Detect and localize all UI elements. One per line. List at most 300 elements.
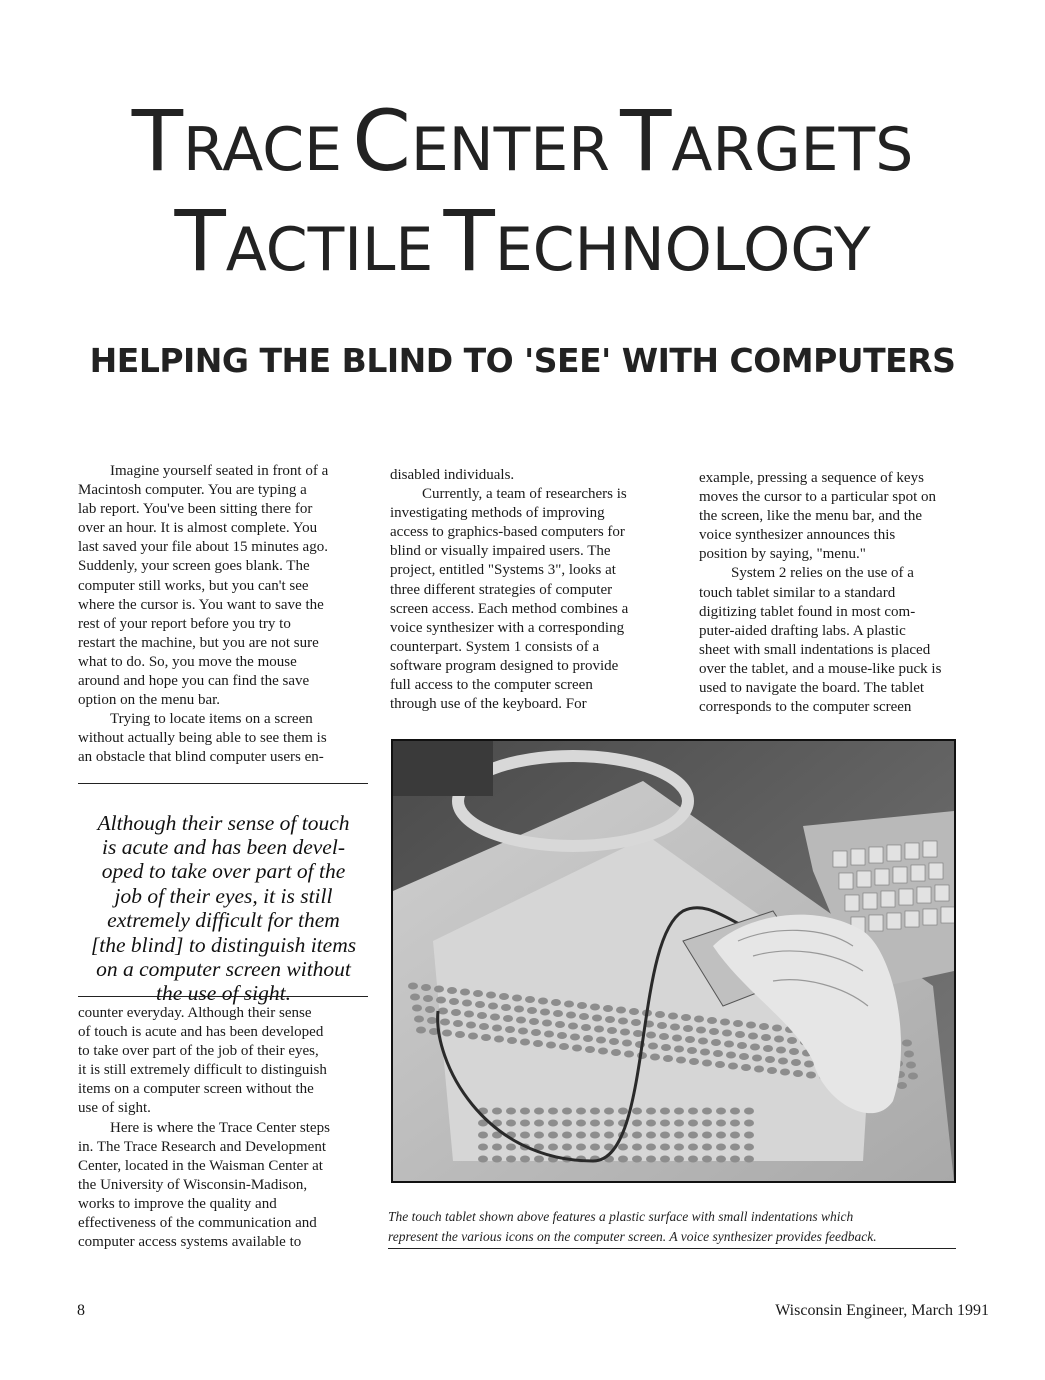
indentation-dot bbox=[774, 1036, 784, 1043]
text-line: computer access systems available to bbox=[78, 1234, 302, 1251]
headline-word bbox=[174, 192, 434, 290]
indentation-dot bbox=[804, 1061, 814, 1068]
text-line: of touch is acute and has been developed bbox=[78, 1024, 324, 1041]
keyboard-key bbox=[923, 909, 937, 925]
text-line: where the cursor is. You want to save the bbox=[78, 596, 324, 613]
indentation-dot bbox=[598, 1048, 608, 1055]
indentation-dot bbox=[520, 1039, 530, 1046]
text-line: Imagine yourself seated in front of a bbox=[110, 463, 329, 479]
paragraph bbox=[78, 811, 369, 1006]
indentation-dot bbox=[520, 1156, 530, 1163]
indentation-dot bbox=[576, 1144, 586, 1151]
indentation-dot bbox=[767, 1067, 777, 1074]
keyboard-key bbox=[917, 887, 931, 903]
indentation-dot bbox=[590, 1120, 600, 1127]
indentation-dot bbox=[577, 1002, 587, 1009]
indentation-dot bbox=[661, 1044, 671, 1051]
indentation-dot bbox=[631, 1019, 641, 1026]
indentation-dot bbox=[744, 1120, 754, 1127]
indentation-dot bbox=[581, 1024, 591, 1031]
text-line: counter everyday. Although their sense bbox=[78, 1005, 312, 1021]
indentation-dot bbox=[761, 1034, 771, 1041]
indentation-dot bbox=[594, 1026, 604, 1033]
text-line: option on the menu bar. bbox=[78, 692, 221, 709]
indentation-dot bbox=[908, 1073, 918, 1080]
indentation-dot bbox=[434, 986, 444, 993]
paragraph bbox=[699, 564, 981, 717]
indentation-dot bbox=[607, 1027, 617, 1034]
indentation-dot bbox=[562, 1132, 572, 1139]
indentation-dot bbox=[421, 984, 431, 991]
pull-quote-bottom-rule bbox=[78, 996, 368, 997]
indentation-dot bbox=[427, 1017, 437, 1024]
indentation-dot bbox=[464, 1011, 474, 1018]
text-line: sheet with small indentations is placed bbox=[699, 641, 931, 658]
indentation-dot bbox=[478, 1132, 488, 1139]
indentation-dot bbox=[611, 1049, 621, 1056]
indentation-dot bbox=[503, 1015, 513, 1022]
paragraph bbox=[388, 1207, 968, 1247]
headline-initial: C bbox=[352, 92, 411, 190]
keyboard-key bbox=[887, 845, 901, 861]
indentation-dot bbox=[715, 1061, 725, 1068]
indentation-dot bbox=[730, 1144, 740, 1151]
text-line: use of sight. bbox=[78, 1100, 151, 1117]
text-line: corresponds to the computer screen bbox=[699, 699, 912, 716]
indentation-dot bbox=[596, 1037, 606, 1044]
indentation-dot bbox=[494, 1036, 504, 1043]
indentation-dot bbox=[789, 1048, 799, 1055]
indentation-dot bbox=[806, 1072, 816, 1079]
keyboard-key bbox=[905, 911, 919, 927]
text-line: an obstacle that blind computer users en- bbox=[78, 749, 324, 766]
indentation-dot bbox=[659, 1033, 669, 1040]
indentation-dot bbox=[576, 1132, 586, 1139]
indentation-dot bbox=[776, 1047, 786, 1054]
indentation-dot bbox=[632, 1156, 642, 1163]
indentation-dot bbox=[663, 1055, 673, 1062]
text-line: what to do. So, you move the mouse bbox=[78, 653, 297, 670]
indentation-dot bbox=[492, 1108, 502, 1115]
headline-rest: ACTILE bbox=[225, 215, 434, 285]
indentation-dot bbox=[759, 1023, 769, 1030]
indentation-dot bbox=[700, 1049, 710, 1056]
indentation-dot bbox=[579, 1013, 589, 1020]
indentation-dot bbox=[507, 1037, 517, 1044]
indentation-dot bbox=[553, 1010, 563, 1017]
indentation-dot bbox=[506, 1156, 516, 1163]
indentation-dot bbox=[618, 1156, 628, 1163]
headline-initial: T bbox=[131, 92, 183, 190]
text-line: voice synthesizer with a corresponding bbox=[390, 619, 625, 636]
text-line: digitizing tablet found in most com- bbox=[699, 603, 916, 620]
text-line: puter-aided drafting labs. A plastic bbox=[699, 622, 906, 639]
indentation-dot bbox=[707, 1017, 717, 1024]
indentation-dot bbox=[534, 1132, 544, 1139]
indentation-dot bbox=[906, 1062, 916, 1069]
indentation-dot bbox=[520, 1108, 530, 1115]
indentation-dot bbox=[689, 1058, 699, 1065]
headline-rest: ARGETS bbox=[671, 115, 914, 185]
indentation-dot bbox=[562, 1120, 572, 1127]
indentation-dot bbox=[540, 1009, 550, 1016]
indentation-dot bbox=[646, 1132, 656, 1139]
indentation-dot bbox=[423, 995, 433, 1002]
keyboard-key bbox=[875, 869, 889, 885]
indentation-dot bbox=[410, 994, 420, 1001]
indentation-dot bbox=[646, 1144, 656, 1151]
indentation-dot bbox=[562, 1108, 572, 1115]
text-line: touch tablet similar to a standard bbox=[699, 584, 896, 601]
paragraph bbox=[78, 710, 369, 767]
indentation-dot bbox=[737, 1042, 747, 1049]
text-line: job of their eyes, it is still bbox=[114, 883, 333, 908]
text-line: the screen, like the menu bar, and the bbox=[699, 508, 923, 525]
text-line: in. The Trace Research and Development bbox=[78, 1138, 326, 1155]
keyboard-key bbox=[893, 867, 907, 883]
indentation-dot bbox=[744, 1156, 754, 1163]
touch-tablet-photo bbox=[391, 739, 956, 1183]
indentation-dot bbox=[655, 1011, 665, 1018]
indentation-dot bbox=[501, 1004, 511, 1011]
indentation-dot bbox=[657, 1022, 667, 1029]
indentation-dot bbox=[713, 1050, 723, 1057]
text-line: access to graphics-based computers for bbox=[390, 524, 625, 541]
indentation-dot bbox=[763, 1045, 773, 1052]
text-line: System 2 relies on the use of a bbox=[731, 565, 914, 582]
keyboard-key bbox=[851, 849, 865, 865]
indentation-dot bbox=[793, 1070, 803, 1077]
indentation-dot bbox=[529, 1018, 539, 1025]
indentation-dot bbox=[460, 989, 470, 996]
indentation-dot bbox=[735, 1031, 745, 1038]
indentation-dot bbox=[648, 1043, 658, 1050]
indentation-dot bbox=[447, 987, 457, 994]
headline-line-2 bbox=[0, 192, 1045, 290]
indentation-dot bbox=[488, 1003, 498, 1010]
indentation-dot bbox=[632, 1120, 642, 1127]
text-line: on a computer screen without bbox=[96, 956, 351, 981]
indentation-dot bbox=[702, 1132, 712, 1139]
text-line: example, pressing a sequence of keys bbox=[699, 470, 924, 486]
indentation-dot bbox=[505, 1026, 515, 1033]
caption-rule bbox=[388, 1248, 956, 1249]
indentation-dot bbox=[748, 1033, 758, 1040]
text-line: position by saying, "menu." bbox=[699, 546, 866, 563]
indentation-dot bbox=[473, 990, 483, 997]
text-line: without actually being able to see them is bbox=[78, 730, 327, 747]
indentation-dot bbox=[674, 1108, 684, 1115]
pull-quote-top-rule bbox=[78, 783, 368, 784]
indentation-dot bbox=[696, 1027, 706, 1034]
text-line: last saved your file about 15 minutes ago. bbox=[78, 539, 328, 556]
indentation-dot bbox=[534, 1120, 544, 1127]
text-line: investigating methods of improving bbox=[390, 505, 605, 522]
indentation-dot bbox=[702, 1144, 712, 1151]
text-line: moves the cursor to a particular spot on bbox=[699, 489, 937, 506]
indentation-dot bbox=[702, 1120, 712, 1127]
indentation-dot bbox=[646, 1120, 656, 1127]
indentation-dot bbox=[486, 992, 496, 999]
indentation-dot bbox=[716, 1120, 726, 1127]
text-line: Suddenly, your screen goes blank. The bbox=[78, 558, 310, 575]
indentation-dot bbox=[440, 1019, 450, 1026]
headline-word bbox=[620, 92, 914, 190]
indentation-dot bbox=[562, 1144, 572, 1151]
text-line: around and hope you can find the save bbox=[78, 673, 310, 690]
indentation-dot bbox=[702, 1060, 712, 1067]
indentation-dot bbox=[622, 1040, 632, 1047]
column-1-continued bbox=[78, 1004, 369, 1252]
indentation-dot bbox=[481, 1034, 491, 1041]
indentation-dot bbox=[750, 1044, 760, 1051]
indentation-dot bbox=[605, 1016, 615, 1023]
indentation-dot bbox=[468, 1033, 478, 1040]
indentation-dot bbox=[660, 1132, 670, 1139]
text-line: disabled individuals. bbox=[390, 467, 515, 483]
indentation-dot bbox=[506, 1108, 516, 1115]
indentation-dot bbox=[674, 1046, 684, 1053]
headline-rest: ENTER bbox=[410, 115, 610, 185]
keyboard-key bbox=[887, 913, 901, 929]
indentation-dot bbox=[741, 1064, 751, 1071]
indentation-dot bbox=[546, 1042, 556, 1049]
indentation-dot bbox=[451, 1009, 461, 1016]
indentation-dot bbox=[590, 1004, 600, 1011]
keyboard-key bbox=[833, 851, 847, 867]
indentation-dot bbox=[479, 1023, 489, 1030]
paragraph bbox=[390, 485, 672, 714]
column-1 bbox=[78, 462, 369, 768]
indentation-dot bbox=[620, 1029, 630, 1036]
indentation-dot bbox=[688, 1156, 698, 1163]
indentation-dot bbox=[576, 1108, 586, 1115]
indentation-dot bbox=[478, 1144, 488, 1151]
keyboard-key bbox=[881, 891, 895, 907]
indentation-dot bbox=[730, 1120, 740, 1127]
indentation-dot bbox=[492, 1156, 502, 1163]
indentation-dot bbox=[674, 1156, 684, 1163]
indentation-dot bbox=[531, 1029, 541, 1036]
keyboard-key bbox=[935, 885, 949, 901]
text-line: rest of your report before you try to bbox=[78, 615, 291, 632]
subtitle: HELPING THE BLIND TO 'SEE' WITH COMPUTERS bbox=[89, 341, 956, 380]
indentation-dot bbox=[514, 1006, 524, 1013]
indentation-dot bbox=[533, 1040, 543, 1047]
indentation-dot bbox=[616, 1007, 626, 1014]
indentation-dot bbox=[506, 1144, 516, 1151]
indentation-dot bbox=[660, 1108, 670, 1115]
indentation-dot bbox=[538, 998, 548, 1005]
indentation-dot bbox=[568, 1023, 578, 1030]
paragraph bbox=[390, 466, 672, 485]
page-number: 8 bbox=[77, 1302, 85, 1319]
indentation-dot bbox=[585, 1046, 595, 1053]
text-line: represent the various icons on the computer screen. A voice synthesizer provides feedback. bbox=[388, 1228, 877, 1244]
indentation-dot bbox=[904, 1051, 914, 1058]
photo-caption bbox=[388, 1193, 968, 1260]
indentation-dot bbox=[646, 1156, 656, 1163]
indentation-dot bbox=[576, 1120, 586, 1127]
pull-quote bbox=[78, 789, 369, 1027]
indentation-dot bbox=[438, 1008, 448, 1015]
paragraph bbox=[699, 469, 981, 564]
text-line: computer still works, but you can't see bbox=[78, 577, 309, 594]
text-line: works to improve the quality and bbox=[78, 1195, 277, 1212]
indentation-dot bbox=[688, 1120, 698, 1127]
indentation-dot bbox=[516, 1017, 526, 1024]
text-line: over an hour. It is almost complete. You bbox=[78, 520, 318, 537]
text-line: Trying to locate items on a screen bbox=[110, 711, 313, 728]
indentation-dot bbox=[716, 1132, 726, 1139]
indentation-dot bbox=[702, 1108, 712, 1115]
headline-initial: T bbox=[174, 192, 226, 290]
indentation-dot bbox=[646, 1032, 656, 1039]
indentation-dot bbox=[478, 1156, 488, 1163]
indentation-dot bbox=[650, 1054, 660, 1061]
indentation-dot bbox=[746, 1022, 756, 1029]
indentation-dot bbox=[520, 1120, 530, 1127]
indentation-dot bbox=[728, 1063, 738, 1070]
indentation-dot bbox=[688, 1132, 698, 1139]
indentation-dot bbox=[724, 1041, 734, 1048]
indentation-dot bbox=[778, 1058, 788, 1065]
indentation-dot bbox=[744, 1132, 754, 1139]
indentation-dot bbox=[660, 1144, 670, 1151]
indentation-dot bbox=[466, 1022, 476, 1029]
indentation-dot bbox=[730, 1132, 740, 1139]
indentation-dot bbox=[559, 1043, 569, 1050]
keyboard-key bbox=[869, 847, 883, 863]
publication-line: Wisconsin Engineer, March 1991 bbox=[775, 1302, 989, 1319]
text-line: Although their sense of touch bbox=[97, 810, 350, 835]
indentation-dot bbox=[548, 1132, 558, 1139]
indentation-dot bbox=[709, 1028, 719, 1035]
text-line: oped to take over part of the bbox=[101, 859, 346, 884]
indentation-dot bbox=[632, 1132, 642, 1139]
indentation-dot bbox=[506, 1120, 516, 1127]
text-line: Currently, a team of researchers is bbox=[422, 486, 627, 503]
indentation-dot bbox=[520, 1132, 530, 1139]
text-line: items on a computer screen without the bbox=[78, 1081, 314, 1098]
indentation-dot bbox=[527, 1007, 537, 1014]
indentation-dot bbox=[676, 1057, 686, 1064]
keyboard-key bbox=[905, 843, 919, 859]
text-line: project, entitled "Systems 3", looks at bbox=[390, 562, 616, 579]
indentation-dot bbox=[674, 1120, 684, 1127]
text-line: screen access. Each method combines a bbox=[390, 600, 629, 617]
indentation-dot bbox=[475, 1001, 485, 1008]
indentation-dot bbox=[632, 1108, 642, 1115]
headline-word bbox=[352, 92, 610, 190]
indentation-dot bbox=[542, 1020, 552, 1027]
indentation-dot bbox=[604, 1132, 614, 1139]
headline-word bbox=[131, 92, 343, 190]
indentation-dot bbox=[499, 993, 509, 1000]
keyboard-key bbox=[863, 893, 877, 909]
indentation-dot bbox=[681, 1014, 691, 1021]
text-line: over the tablet, and a mouse-like puck is bbox=[699, 660, 942, 677]
indentation-dot bbox=[722, 1030, 732, 1037]
indentation-dot bbox=[772, 1025, 782, 1032]
indentation-dot bbox=[687, 1047, 697, 1054]
indentation-dot bbox=[525, 996, 535, 1003]
indentation-dot bbox=[733, 1020, 743, 1027]
indentation-dot bbox=[702, 1156, 712, 1163]
text-line: [the blind] to distinguish items bbox=[90, 932, 357, 957]
indentation-dot bbox=[730, 1108, 740, 1115]
indentation-dot bbox=[698, 1038, 708, 1045]
indentation-dot bbox=[425, 1006, 435, 1013]
indentation-dot bbox=[674, 1132, 684, 1139]
indentation-dot bbox=[477, 1012, 487, 1019]
text-line: Center, located in the Waisman Center at bbox=[78, 1157, 323, 1174]
indentation-dot bbox=[572, 1045, 582, 1052]
keyboard-key bbox=[899, 889, 913, 905]
indentation-dot bbox=[436, 997, 446, 1004]
indentation-dot bbox=[752, 1055, 762, 1062]
indentation-dot bbox=[564, 1001, 574, 1008]
keyboard-key bbox=[929, 863, 943, 879]
keyboard-key bbox=[845, 895, 859, 911]
indentation-dot bbox=[646, 1108, 656, 1115]
indentation-dot bbox=[442, 1030, 452, 1037]
indentation-dot bbox=[685, 1036, 695, 1043]
indentation-dot bbox=[674, 1144, 684, 1151]
indentation-dot bbox=[618, 1108, 628, 1115]
indentation-dot bbox=[548, 1120, 558, 1127]
indentation-dot bbox=[694, 1016, 704, 1023]
indentation-dot bbox=[492, 1144, 502, 1151]
text-line: through use of the keyboard. For bbox=[390, 696, 587, 713]
indentation-dot bbox=[618, 1144, 628, 1151]
keyboard-key bbox=[923, 841, 937, 857]
indentation-dot bbox=[744, 1144, 754, 1151]
indentation-dot bbox=[726, 1052, 736, 1059]
text-line: extremely difficult for them bbox=[107, 908, 340, 933]
indentation-dot bbox=[548, 1144, 558, 1151]
monitor-base bbox=[393, 741, 493, 796]
indentation-dot bbox=[672, 1035, 682, 1042]
column-3 bbox=[699, 469, 981, 717]
indentation-dot bbox=[603, 1005, 613, 1012]
indentation-dot bbox=[902, 1040, 912, 1047]
indentation-dot bbox=[455, 1031, 465, 1038]
indentation-dot bbox=[416, 1027, 426, 1034]
indentation-dot bbox=[618, 1018, 628, 1025]
paragraph bbox=[78, 462, 369, 710]
indentation-dot bbox=[660, 1156, 670, 1163]
paragraph bbox=[78, 1119, 369, 1253]
indentation-dot bbox=[408, 983, 418, 990]
text-line: to take over part of the job of their eyes, bbox=[78, 1043, 319, 1060]
indentation-dot bbox=[730, 1156, 740, 1163]
indentation-dot bbox=[551, 999, 561, 1006]
headline-rest: ECHNOLOGY bbox=[494, 215, 871, 285]
indentation-dot bbox=[716, 1156, 726, 1163]
keyboard-key bbox=[839, 873, 853, 889]
indentation-dot bbox=[688, 1108, 698, 1115]
text-line: The touch tablet shown above features a plastic surface with small indentations which bbox=[388, 1208, 854, 1224]
indentation-dot bbox=[720, 1019, 730, 1026]
keyboard-key bbox=[911, 865, 925, 881]
indentation-dot bbox=[711, 1039, 721, 1046]
text-line: Here is where the Trace Center steps bbox=[110, 1119, 330, 1136]
text-line: three different strategies of computer bbox=[390, 581, 613, 598]
indentation-dot bbox=[590, 1132, 600, 1139]
indentation-dot bbox=[453, 1020, 463, 1027]
text-line: restart the machine, but you are not sure bbox=[78, 634, 319, 651]
